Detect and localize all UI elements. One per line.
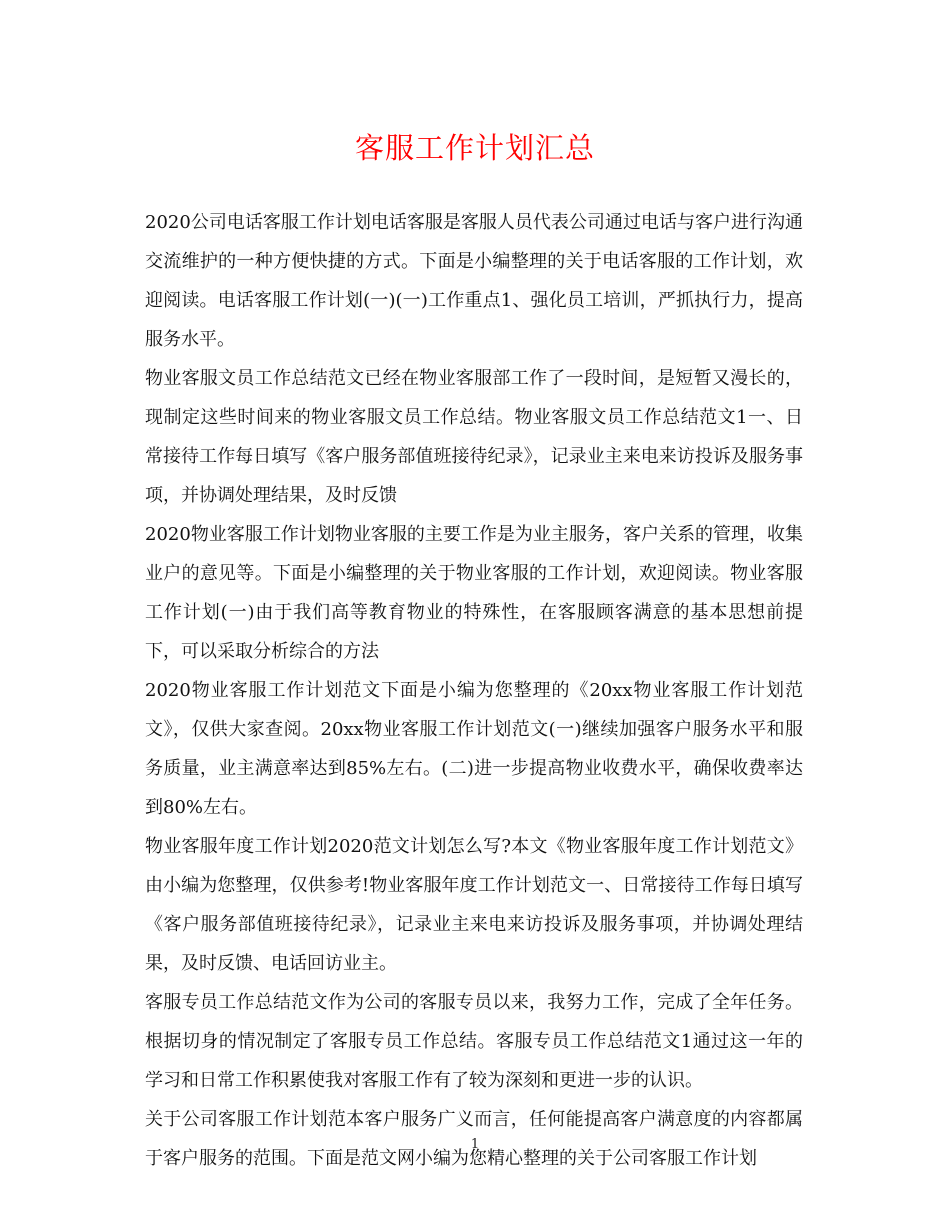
paragraph-property-service-plan: 2020物业客服工作计划物业客服的主要工作是为业主服务，客户关系的管理，收集业户的意见等。下面是小编整理的关于物业客服的工作计划，欢迎阅读。物业客服工作计划(一)由于我们高等教育物业的特殊性，在客服顾客满意的基本思想前提下，可以采取分析综合的方法 [145,524,803,662]
page-number: 1 [470,1137,480,1152]
paragraph-specialist-summary: 客服专员工作总结范文作为公司的客服专员以来，我努力工作，完成了全年任务。根据切身的情况制定了客服专员工作总结。客服专员工作总结范文1通过这一年的学习和日常工作积累使我对客服工作有了较为深刻和更进一步的认识。 [145,992,803,1091]
paragraph-clerk-summary: 物业客服文员工作总结范文已经在物业客服部工作了一段时间，是短暂又漫长的，现制定这些时间来的物业客服文员工作总结。物业客服文员工作总结范文1一、日常接待工作每日填写《客户服务部值班接待纪录》，记录业主来电来访投诉及服务事项，并协调处理结果，及时反馈 [145,368,803,506]
document-body [145,203,803,1178]
paragraph-phone-service-plan: 2020公司电话客服工作计划电话客服是客服人员代表公司通过电话与客户进行沟通交流维护的一种方便快捷的方式。下面是小编整理的关于电话客服的工作计划，欢迎阅读。电话客服工作计划(一)(一)工作重点1、强化员工培训，严抓执行力，提高服务水平。 [145,212,803,350]
document-title: 客服工作计划汇总 [354,131,595,165]
paragraph-property-plan-sample: 2020物业客服工作计划范文下面是小编为您整理的《20xx物业客服工作计划范文》，仅供大家查阅。20xx物业客服工作计划范文(一)继续加强客户服务水平和服务质量，业主满意率达到85%左右。(二)进一步提高物业收费水平，确保收费率达到80%左右。 [145,680,803,818]
paragraph-annual-plan: 物业客服年度工作计划2020范文计划怎么写?本文《物业客服年度工作计划范文》由小编为您整理，仅供参考!物业客服年度工作计划范文一、日常接待工作每日填写《客户服务部值班接待纪录》，记录业主来电来访投诉及服务事项，并协调处理结果，及时反馈、电话回访业主。 [145,836,803,974]
paragraph-company-plan: 关于公司客服工作计划范本客户服务广义而言，任何能提高客户满意度的内容都属于客户服务的范围。下面是范文网小编为您精心整理的关于公司客服工作计划 [145,1109,803,1169]
